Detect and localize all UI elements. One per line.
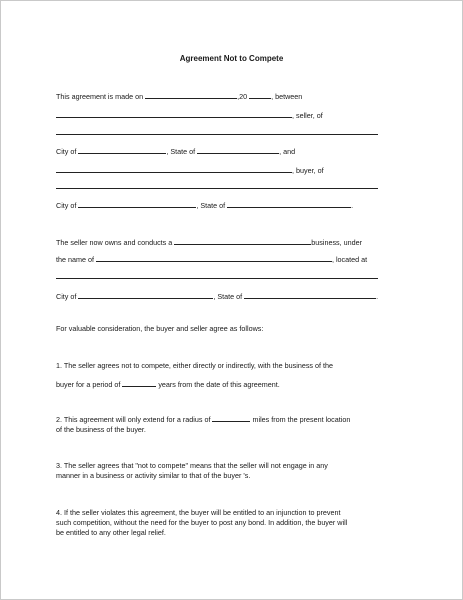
city-label: City of [56,147,79,156]
seller-name-line [56,110,323,120]
buyer-of-label: , buyer, of [292,166,324,175]
date-blank[interactable] [145,91,237,99]
date-label: This agreement is made on [56,92,146,101]
seller-name-blank[interactable] [56,110,292,118]
buyer-name-line [56,165,324,175]
clause-4 [56,508,396,538]
seller-city-state-line [56,146,295,156]
clause-4-line-2: such competition, without the need for the buyer to post any bond. In addition, the buyer will [56,518,348,527]
business-state-blank[interactable] [244,291,379,301]
period: . [376,292,379,301]
period: . [351,201,354,210]
year-prefix: ,20 [237,92,250,101]
city-label: City of [56,201,79,210]
business-type-line [56,237,362,247]
buyer-city-state-line [56,200,353,210]
radius-label: 2. This agreement will only extend for a radius of [56,415,213,424]
city-label: City of [56,292,79,301]
agreement-date-line [56,91,302,101]
state-label: , State of [213,292,245,301]
seller-of-label: , seller, of [292,111,323,120]
clause-2-line-2: of the business of the buyer. [56,425,146,434]
clause-3-line-1: 3. The seller agrees that "not to compete" means that the seller will not engage in any [56,461,328,470]
miles-label: miles from the present location [250,415,351,424]
miles-blank[interactable] [212,414,250,422]
state-label: , State of [166,147,198,156]
buyer-address-blank[interactable] [56,188,378,189]
period-label: buyer for a period of [56,380,123,389]
clause-3-line-2: manner in a business or activity similar to that of the buyer 's. [56,471,251,480]
clause-1 [56,361,396,390]
business-address-blank[interactable] [56,278,378,279]
business-city-blank[interactable] [78,291,213,299]
document-title: Agreement Not to Compete [179,54,284,63]
business-under-label: business, under [311,238,363,247]
between-label: , between [271,92,303,101]
buyer-state-blank[interactable] [227,200,354,210]
clause-4-line-3: be entitled to any other legal relief. [56,528,166,537]
years-label: years from the date of this agreement. [156,380,280,389]
clause-4-line-1: 4. If the seller violates this agreement, the buyer will be entitled to an injunction to prevent [56,508,341,517]
buyer-city-blank[interactable] [78,200,196,208]
buyer-name-blank[interactable] [56,165,292,173]
seller-address-blank[interactable] [56,134,378,135]
business-type-blank[interactable] [174,237,311,245]
clause-3 [56,461,396,481]
business-name-blank[interactable] [96,254,332,262]
conducts-label: The seller now owns and conducts a [56,238,175,247]
business-city-state-line [56,291,378,301]
clause-2 [56,414,396,435]
located-at-label: , located at [331,255,368,264]
years-blank[interactable] [122,379,156,387]
business-name-line [56,254,367,264]
state-label: , State of [196,201,228,210]
clause-2-line-1 [56,414,396,425]
year-blank[interactable] [249,91,271,99]
seller-city-blank[interactable] [78,146,166,154]
clause-1-line-2 [56,379,396,390]
consideration-intro: For valuable consideration, the buyer and seller agree as follows: [56,324,264,333]
and-label: , and [279,147,296,156]
seller-state-blank[interactable] [197,146,279,154]
name-of-label: the name of [56,255,96,264]
clause-1-line-1: 1. The seller agrees not to compete, either directly or indirectly, with the business of the [56,361,333,370]
